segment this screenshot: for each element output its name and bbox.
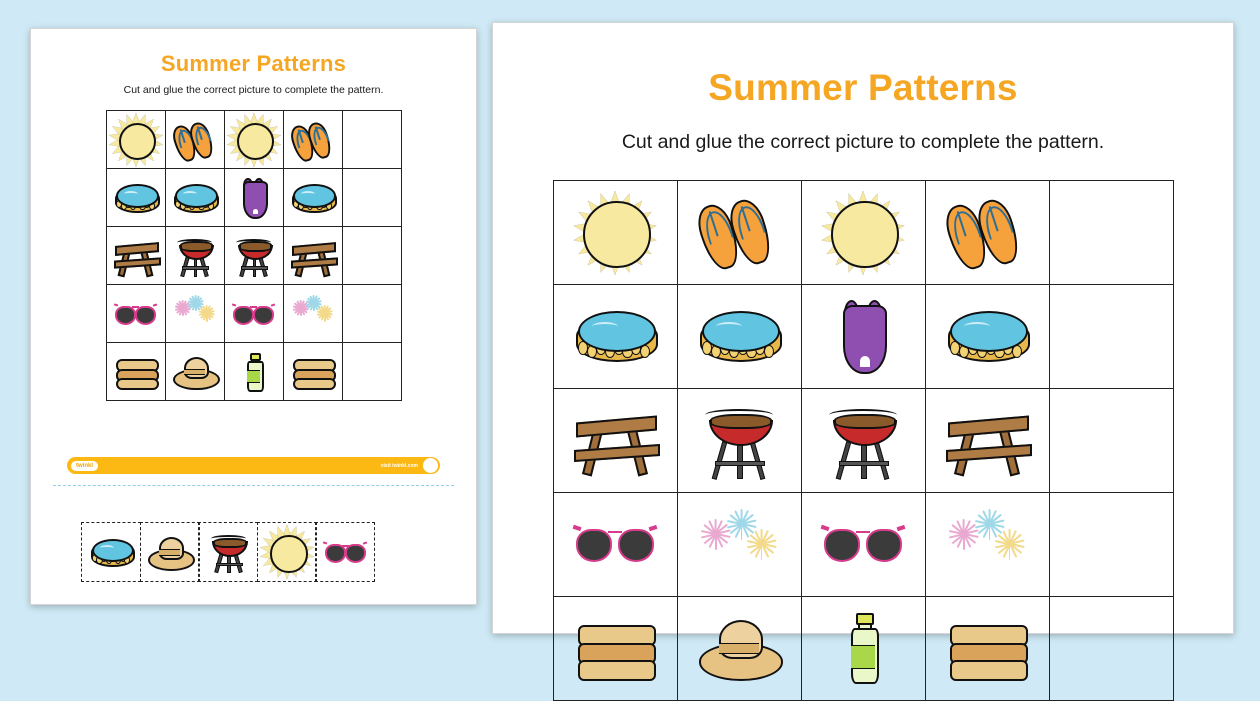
- pattern-cell[interactable]: [166, 169, 225, 227]
- grill-icon: [697, 399, 781, 483]
- cut-out-card[interactable]: [315, 522, 375, 582]
- pattern-cell[interactable]: [926, 285, 1050, 389]
- pattern-cell[interactable]: [678, 181, 802, 285]
- cut-out-card[interactable]: [198, 522, 258, 582]
- pattern-cell[interactable]: [225, 343, 284, 401]
- pattern-cell[interactable]: [678, 389, 802, 493]
- fireworks-icon: [173, 292, 217, 336]
- pattern-cell[interactable]: [926, 389, 1050, 493]
- pattern-cell[interactable]: [554, 389, 678, 493]
- pattern-cell[interactable]: [802, 493, 926, 597]
- twinkl-mark-icon: [423, 458, 438, 473]
- pattern-cell[interactable]: [678, 597, 802, 701]
- pattern-cell[interactable]: [166, 111, 225, 169]
- pattern-grid-small: [106, 110, 402, 401]
- pattern-cell[interactable]: [225, 169, 284, 227]
- grill-icon: [173, 234, 217, 278]
- sun-icon: [573, 191, 657, 275]
- pattern-cell[interactable]: [926, 493, 1050, 597]
- pattern-cell[interactable]: [225, 227, 284, 285]
- pattern-cell-empty[interactable]: [1050, 181, 1174, 285]
- picnic-table-icon: [291, 234, 335, 278]
- sun-icon: [114, 118, 158, 162]
- sun-hat-icon: [697, 607, 781, 691]
- fireworks-icon: [945, 503, 1029, 587]
- pattern-cell-empty[interactable]: [343, 227, 402, 285]
- pattern-cell[interactable]: [284, 169, 343, 227]
- sun-icon: [232, 118, 276, 162]
- pattern-cell[interactable]: [802, 389, 926, 493]
- footer-credit: visit twinkl.com: [380, 462, 418, 469]
- pattern-cell-empty[interactable]: [1050, 597, 1174, 701]
- pattern-cell-empty[interactable]: [343, 343, 402, 401]
- cut-line-divider: [53, 485, 454, 486]
- picnic-table-icon: [573, 399, 657, 483]
- cut-out-card[interactable]: [81, 522, 141, 582]
- pattern-cell[interactable]: [107, 227, 166, 285]
- sunglasses-icon: [821, 503, 905, 587]
- swimsuit-icon: [821, 295, 905, 379]
- pattern-cell[interactable]: [107, 169, 166, 227]
- sunglasses-icon: [573, 503, 657, 587]
- towels-icon: [291, 350, 335, 394]
- sun-icon: [265, 530, 309, 574]
- pattern-cell[interactable]: [554, 181, 678, 285]
- sunglasses-icon: [114, 292, 158, 336]
- pattern-cell[interactable]: [166, 343, 225, 401]
- fireworks-icon: [291, 292, 335, 336]
- pattern-cell[interactable]: [225, 285, 284, 343]
- towels-icon: [573, 607, 657, 691]
- sun-icon: [821, 191, 905, 275]
- pool-icon: [697, 295, 781, 379]
- pool-icon: [114, 176, 158, 220]
- fireworks-icon: [697, 503, 781, 587]
- pattern-cell-empty[interactable]: [343, 169, 402, 227]
- pattern-cell[interactable]: [107, 343, 166, 401]
- sunglasses-icon: [323, 530, 367, 574]
- page-title: Summer Patterns: [160, 51, 347, 76]
- pattern-cell[interactable]: [284, 285, 343, 343]
- pool-icon: [291, 176, 335, 220]
- grill-icon: [206, 530, 250, 574]
- towels-icon: [945, 607, 1029, 691]
- sun-hat-icon: [173, 350, 217, 394]
- pool-icon: [573, 295, 657, 379]
- pattern-cell[interactable]: [225, 111, 284, 169]
- sun-hat-icon: [148, 530, 192, 574]
- pattern-cell[interactable]: [284, 343, 343, 401]
- twinkl-logo: twinkl: [71, 461, 98, 471]
- pattern-cell[interactable]: [107, 111, 166, 169]
- pool-icon: [173, 176, 217, 220]
- pattern-cell[interactable]: [284, 111, 343, 169]
- pattern-cell[interactable]: [926, 597, 1050, 701]
- pattern-cell[interactable]: [678, 493, 802, 597]
- cut-out-card[interactable]: [257, 522, 317, 582]
- pattern-cell[interactable]: [802, 181, 926, 285]
- pool-icon: [945, 295, 1029, 379]
- pattern-cell[interactable]: [554, 493, 678, 597]
- cut-out-card[interactable]: [140, 522, 200, 582]
- pool-icon: [89, 530, 133, 574]
- pattern-cell-empty[interactable]: [1050, 389, 1174, 493]
- flip-flops-icon: [697, 191, 781, 275]
- grill-icon: [821, 399, 905, 483]
- footer-bar: [67, 457, 440, 474]
- worksheet-preview-small[interactable]: [30, 28, 477, 605]
- pattern-cell[interactable]: [802, 285, 926, 389]
- pattern-cell[interactable]: [107, 285, 166, 343]
- pattern-cell-empty[interactable]: [343, 285, 402, 343]
- page-title-large: Summer Patterns: [708, 67, 1018, 108]
- pattern-grid-large: [553, 180, 1174, 701]
- pattern-cell[interactable]: [284, 227, 343, 285]
- water-bottle-icon: [821, 607, 905, 691]
- flip-flops-icon: [945, 191, 1029, 275]
- pattern-cell-empty[interactable]: [1050, 285, 1174, 389]
- pattern-cell[interactable]: [554, 597, 678, 701]
- page-instruction-large: Cut and glue the correct picture to complete the pattern.: [621, 131, 1105, 153]
- pattern-cell-empty[interactable]: [1050, 493, 1174, 597]
- swimsuit-icon: [232, 176, 276, 220]
- pattern-cell[interactable]: [554, 285, 678, 389]
- pattern-cell[interactable]: [166, 285, 225, 343]
- worksheet-preview-large[interactable]: [492, 22, 1234, 634]
- pattern-cell[interactable]: [926, 181, 1050, 285]
- pattern-cell[interactable]: [166, 227, 225, 285]
- towels-icon: [114, 350, 158, 394]
- grill-icon: [232, 234, 276, 278]
- water-bottle-icon: [232, 350, 276, 394]
- page-instruction: Cut and glue the correct picture to complete the pattern.: [123, 84, 384, 96]
- flip-flops-icon: [291, 118, 335, 162]
- picnic-table-icon: [114, 234, 158, 278]
- flip-flops-icon: [173, 118, 217, 162]
- pattern-cell[interactable]: [678, 285, 802, 389]
- pattern-cell-empty[interactable]: [343, 111, 402, 169]
- pattern-cell[interactable]: [802, 597, 926, 701]
- sunglasses-icon: [232, 292, 276, 336]
- cut-out-strip: [81, 522, 374, 582]
- picnic-table-icon: [945, 399, 1029, 483]
